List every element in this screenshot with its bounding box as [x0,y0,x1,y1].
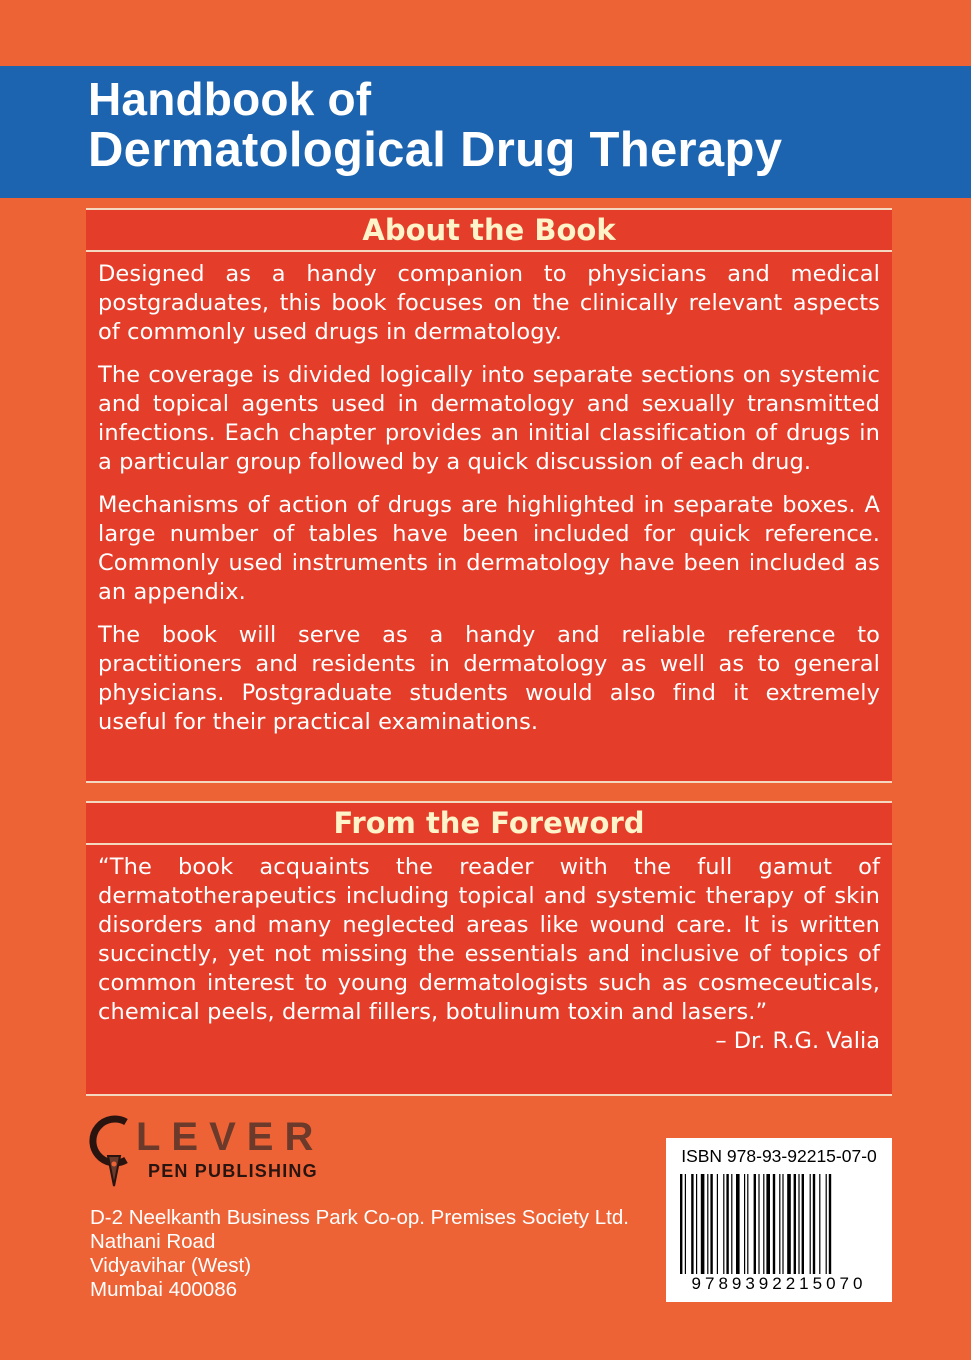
address-line: D-2 Neelkanth Business Park Co-op. Premises Society Ltd. [90,1206,629,1229]
about-heading: About the Book [86,210,892,252]
isbn-barcode [666,1138,892,1302]
foreword-attribution: – Dr. R.G. Valia [715,1028,880,1054]
about-paragraph: Mechanisms of action of drugs are highlighted in separate boxes. A large number of tables have been included for quick reference. Commonly used instruments in dermatology have been included as an appendix. [98,492,880,605]
foreword-heading: From the Foreword [86,803,892,845]
address-line: Mumbai 400086 [90,1278,238,1301]
logo-subtitle: PEN PUBLISHING [148,1161,318,1181]
logo-wordmark: LEVER [136,1115,325,1159]
about-paragraph: Designed as a handy companion to physicians and medical postgraduates, this book focuses on the clinically relevant aspects of commonly used drugs in dermatology. [98,261,880,345]
publisher-address [90,1206,629,1302]
address-line: Vidyavihar (West) [90,1254,252,1277]
barcode-digits: 9789392215070 [691,1274,867,1293]
title-line-2: Dermatological Drug Therapy [88,123,783,177]
address-line: Nathani Road [90,1230,216,1253]
publisher-logo [86,1112,346,1192]
isbn-label: ISBN 978-93-92215-07-0 [681,1146,877,1166]
foreword-quote: “The book acquaints the reader with the full gamut of dermatotherapeutics including topical and systemic therapy of skin disorders and many neglected areas like wound care. It is written succinctly, yet not missing the essentials and inclusive of topics of common interest to young dermatologists such as cosmeceuticals, chemical peels, dermal fillers, botulinum toxin and lasers.” [98,854,880,1025]
pen-nib-icon [86,1112,140,1192]
barcode-bars [680,1174,878,1274]
title-line-1: Handbook of [88,73,372,125]
about-paragraph: The book will serve as a handy and reliable reference to practitioners and residents in dermatology as well as to general physicians. Postgraduate students would also find it extremely useful for their practical examinations. [98,622,880,735]
book-title [88,73,783,177]
foreword-section [86,801,892,1096]
about-paragraph: The coverage is divided logically into separate sections on systemic and topical agents used in dermatology and sexually transmitted infections. Each chapter provides an initial classification of drugs in a particular group followed by a quick discussion of each drug. [98,362,880,475]
about-the-book-section [86,208,892,783]
